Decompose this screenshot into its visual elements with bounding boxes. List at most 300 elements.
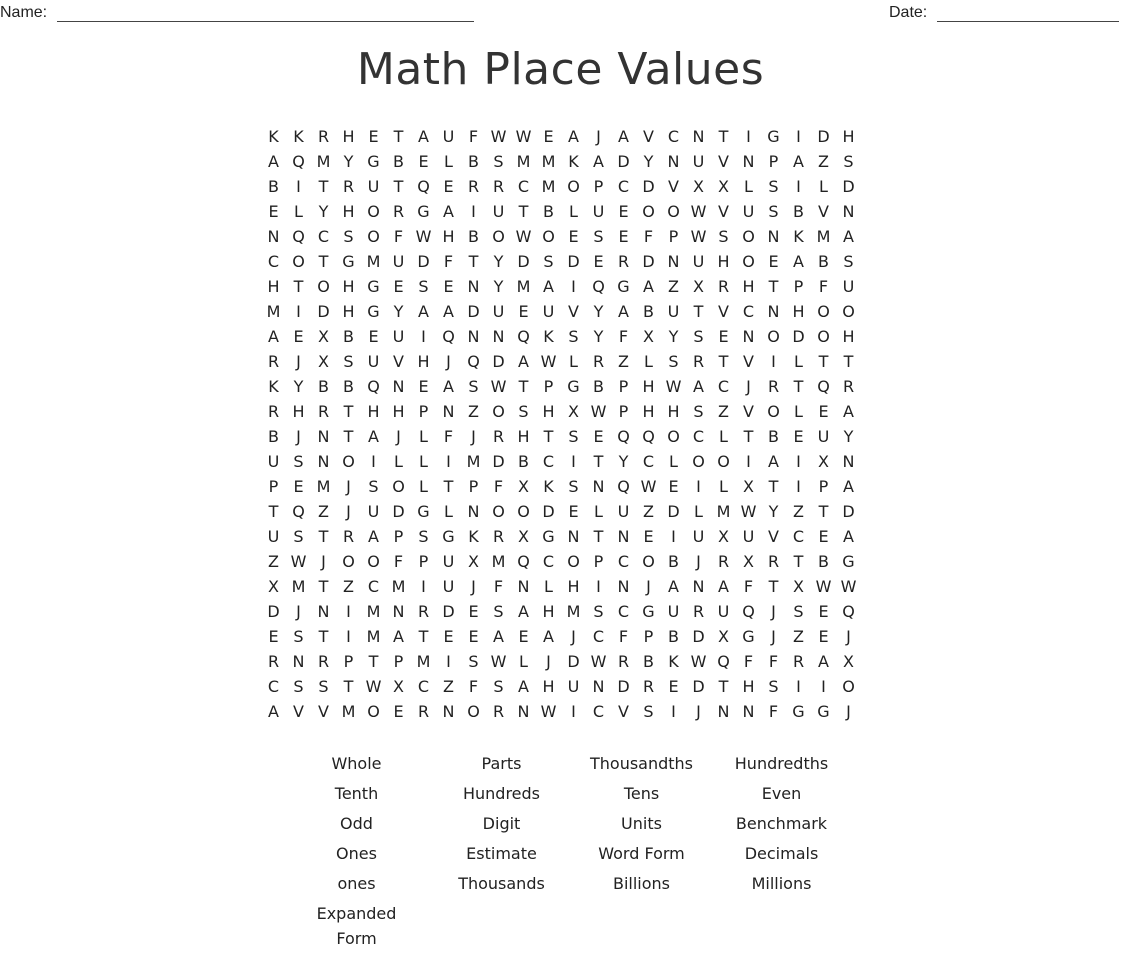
grid-letter: B — [268, 427, 279, 446]
grid-letter: L — [819, 177, 828, 196]
grid-letter: A — [843, 402, 854, 421]
grid-letter: W — [540, 352, 557, 371]
grid-letter: Z — [668, 277, 679, 296]
grid-letter: O — [492, 227, 505, 246]
grid-letter: R — [692, 602, 705, 621]
word-list-item: Tens — [623, 784, 660, 803]
grid-letter: L — [419, 452, 428, 471]
grid-letter: N — [317, 602, 330, 621]
grid-letter: S — [768, 677, 779, 696]
grid-letter: W — [690, 652, 707, 671]
grid-letter: W — [690, 202, 707, 221]
grid-letter: A — [618, 302, 629, 321]
grid-letter: A — [843, 227, 854, 246]
grid-letter: E — [518, 627, 529, 646]
word-list-item: Estimate — [466, 844, 537, 863]
grid-letter: O — [342, 452, 355, 471]
grid-letter: U — [267, 527, 280, 546]
grid-letter: S — [543, 252, 554, 271]
grid-letter: F — [618, 627, 629, 646]
grid-letter: I — [446, 452, 451, 471]
grid-letter: S — [293, 627, 304, 646]
word-list-item: Millions — [751, 874, 812, 893]
word-list-item: ones — [337, 874, 376, 893]
grid-letter: C — [267, 677, 280, 696]
grid-letter: I — [421, 577, 426, 596]
grid-letter: E — [518, 302, 529, 321]
grid-letter: Z — [793, 502, 804, 521]
grid-letter: A — [543, 277, 554, 296]
grid-letter: D — [542, 502, 555, 521]
grid-letter: F — [618, 327, 629, 346]
grid-letter: H — [567, 577, 580, 596]
grid-letter: S — [343, 352, 354, 371]
grid-letter: N — [392, 377, 405, 396]
grid-letter: O — [742, 227, 755, 246]
grid-letter: H — [292, 402, 305, 421]
grid-letter: T — [418, 627, 429, 646]
grid-letter: Y — [768, 502, 779, 521]
grid-letter: E — [593, 427, 604, 446]
grid-letter: W — [515, 127, 532, 146]
grid-letter: A — [443, 202, 454, 221]
grid-letter: R — [492, 177, 505, 196]
grid-letter: C — [742, 302, 755, 321]
grid-letter: Y — [293, 377, 304, 396]
grid-letter: M — [566, 602, 581, 621]
grid-letter: E — [393, 702, 404, 721]
grid-letter: L — [294, 202, 303, 221]
grid-letter: U — [542, 302, 555, 321]
grid-letter: N — [492, 327, 505, 346]
grid-letter: N — [592, 677, 605, 696]
grid-letter: G — [742, 627, 755, 646]
grid-letter: G — [367, 152, 380, 171]
grid-letter: S — [593, 602, 604, 621]
grid-letter: V — [618, 702, 629, 721]
grid-letter: G — [617, 277, 630, 296]
grid-letter: U — [667, 602, 680, 621]
grid-letter: T — [518, 202, 529, 221]
grid-letter: R — [642, 677, 655, 696]
grid-letter: Q — [592, 277, 605, 296]
grid-letter: T — [518, 377, 529, 396]
grid-letter: V — [393, 352, 404, 371]
grid-letter: O — [367, 552, 380, 571]
grid-letter: K — [543, 477, 554, 496]
grid-letter: N — [842, 452, 855, 471]
grid-letter: J — [696, 702, 701, 721]
grid-letter: M — [466, 452, 481, 471]
grid-letter: B — [643, 652, 654, 671]
grid-letter: W — [290, 552, 307, 571]
grid-letter: L — [669, 452, 678, 471]
grid-letter: C — [542, 452, 555, 471]
grid-letter: R — [267, 352, 280, 371]
grid-letter: E — [668, 677, 679, 696]
grid-letter: O — [842, 302, 855, 321]
word-list-item: Thousandths — [589, 754, 694, 773]
grid-letter: S — [418, 277, 429, 296]
grid-letter: B — [468, 152, 479, 171]
grid-letter: Z — [343, 577, 354, 596]
grid-letter: X — [518, 527, 529, 546]
grid-letter: O — [492, 402, 505, 421]
grid-letter: J — [696, 552, 701, 571]
grid-letter: L — [644, 352, 653, 371]
grid-letter: D — [667, 502, 680, 521]
grid-letter: A — [793, 252, 804, 271]
grid-letter: M — [516, 152, 531, 171]
grid-letter: L — [719, 427, 728, 446]
word-list-item: Expanded Form — [316, 904, 397, 948]
grid-letter: T — [593, 452, 604, 471]
grid-letter: C — [642, 452, 655, 471]
grid-letter: F — [643, 227, 654, 246]
grid-letter: T — [768, 477, 779, 496]
grid-letter: V — [318, 702, 329, 721]
grid-letter: G — [842, 552, 855, 571]
grid-letter: L — [569, 352, 578, 371]
grid-letter: J — [296, 427, 301, 446]
grid-letter: N — [567, 527, 580, 546]
grid-letter: H — [717, 252, 730, 271]
grid-letter: S — [568, 327, 579, 346]
grid-letter: U — [492, 202, 505, 221]
grid-letter: X — [718, 627, 729, 646]
grid-letter: S — [768, 177, 779, 196]
grid-letter: H — [342, 202, 355, 221]
grid-row — [261, 624, 861, 649]
word-list-item: Units — [621, 814, 662, 833]
grid-letter: S — [568, 427, 579, 446]
grid-letter: O — [642, 202, 655, 221]
grid-letter: H — [667, 402, 680, 421]
grid-letter: E — [543, 127, 554, 146]
grid-letter: H — [342, 302, 355, 321]
word-list-item: Hundredths — [734, 754, 829, 773]
grid-letter: S — [668, 352, 679, 371]
grid-letter: H — [842, 127, 855, 146]
grid-letter: B — [793, 202, 804, 221]
grid-letter: N — [517, 702, 530, 721]
grid-letter: X — [718, 527, 729, 546]
grid-letter: I — [371, 452, 376, 471]
grid-letter: O — [567, 552, 580, 571]
grid-letter: F — [743, 577, 754, 596]
grid-letter: U — [667, 302, 680, 321]
grid-letter: A — [443, 302, 454, 321]
grid-letter: P — [593, 177, 604, 196]
grid-row — [261, 649, 861, 674]
grid-letter: J — [546, 652, 551, 671]
grid-letter: S — [843, 252, 854, 271]
grid-letter: J — [571, 627, 576, 646]
grid-letter: F — [768, 702, 779, 721]
grid-letter: B — [643, 302, 654, 321]
grid-letter: Y — [618, 452, 629, 471]
grid-letter: Y — [318, 202, 329, 221]
grid-row — [261, 249, 861, 274]
grid-letter: D — [467, 302, 480, 321]
grid-letter: D — [567, 652, 580, 671]
letter-grid — [261, 124, 861, 724]
grid-letter: S — [293, 452, 304, 471]
grid-letter: S — [593, 227, 604, 246]
date-label: Date: — [889, 4, 928, 21]
grid-letter: R — [342, 527, 355, 546]
grid-letter: N — [317, 452, 330, 471]
grid-letter: S — [493, 677, 504, 696]
grid-letter: G — [367, 302, 380, 321]
grid-row — [261, 349, 861, 374]
word-list — [284, 751, 854, 961]
grid-letter: P — [268, 477, 279, 496]
grid-letter: T — [793, 552, 804, 571]
grid-letter: D — [442, 602, 455, 621]
grid-letter: A — [643, 277, 654, 296]
grid-letter: D — [617, 677, 630, 696]
grid-letter: O — [767, 402, 780, 421]
grid-letter: N — [742, 702, 755, 721]
grid-letter: W — [590, 652, 607, 671]
grid-letter: L — [794, 402, 803, 421]
grid-letter: G — [567, 377, 580, 396]
grid-letter: F — [818, 277, 829, 296]
grid-letter: S — [293, 527, 304, 546]
grid-letter: J — [296, 352, 301, 371]
grid-letter: G — [417, 202, 430, 221]
grid-letter: T — [743, 427, 754, 446]
grid-letter: Z — [468, 402, 479, 421]
grid-letter: T — [543, 427, 554, 446]
grid-letter: A — [768, 452, 779, 471]
grid-letter: L — [519, 652, 528, 671]
grid-letter: A — [518, 677, 529, 696]
grid-letter: N — [392, 602, 405, 621]
grid-letter: T — [443, 477, 454, 496]
grid-letter: Z — [793, 627, 804, 646]
grid-letter: I — [821, 677, 826, 696]
grid-letter: I — [571, 702, 576, 721]
grid-letter: E — [468, 627, 479, 646]
grid-letter: U — [442, 127, 455, 146]
grid-letter: A — [368, 527, 379, 546]
grid-letter: H — [542, 602, 555, 621]
grid-letter: E — [718, 327, 729, 346]
grid-letter: S — [418, 527, 429, 546]
grid-letter: U — [442, 552, 455, 571]
grid-letter: Q — [442, 327, 455, 346]
grid-letter: Y — [843, 427, 854, 446]
grid-letter: S — [493, 152, 504, 171]
grid-letter: B — [668, 627, 679, 646]
grid-letter: G — [442, 527, 455, 546]
grid-letter: I — [796, 127, 801, 146]
grid-letter: R — [717, 277, 730, 296]
grid-letter: Z — [718, 402, 729, 421]
grid-letter: F — [393, 227, 404, 246]
grid-letter: A — [693, 377, 704, 396]
grid-letter: T — [393, 177, 404, 196]
grid-letter: N — [592, 477, 605, 496]
grid-letter: B — [543, 202, 554, 221]
grid-letter: Z — [443, 677, 454, 696]
grid-letter: E — [468, 602, 479, 621]
grid-letter: B — [318, 377, 329, 396]
grid-row — [261, 499, 861, 524]
grid-letter: M — [341, 702, 356, 721]
grid-letter: N — [467, 502, 480, 521]
grid-letter: H — [392, 402, 405, 421]
grid-letter: S — [468, 377, 479, 396]
grid-letter: I — [796, 677, 801, 696]
grid-letter: H — [642, 377, 655, 396]
grid-letter: C — [267, 252, 280, 271]
name-underline — [57, 21, 474, 22]
grid-letter: A — [668, 577, 679, 596]
word-list-item: Thousands — [458, 874, 545, 893]
grid-letter: S — [493, 602, 504, 621]
grid-letter: N — [617, 577, 630, 596]
grid-letter: Y — [643, 152, 654, 171]
grid-letter: P — [618, 402, 629, 421]
grid-letter: D — [692, 627, 705, 646]
grid-letter: S — [718, 227, 729, 246]
grid-letter: D — [267, 602, 280, 621]
grid-letter: Q — [817, 377, 830, 396]
grid-letter: E — [618, 202, 629, 221]
grid-letter: H — [417, 352, 430, 371]
grid-letter: P — [468, 477, 479, 496]
grid-letter: O — [567, 177, 580, 196]
grid-letter: Z — [318, 502, 329, 521]
grid-letter: C — [717, 377, 730, 396]
grid-letter: V — [718, 202, 729, 221]
grid-letter: C — [617, 552, 630, 571]
grid-letter: U — [442, 577, 455, 596]
word-list-item: Decimals — [744, 844, 819, 863]
grid-letter: W — [515, 227, 532, 246]
grid-letter: N — [617, 527, 630, 546]
grid-letter: M — [491, 552, 506, 571]
grid-letter: U — [592, 202, 605, 221]
date-underline — [937, 21, 1119, 22]
grid-letter: R — [492, 702, 505, 721]
grid-row — [261, 474, 861, 499]
grid-letter: E — [818, 602, 829, 621]
grid-letter: N — [742, 327, 755, 346]
grid-letter: P — [768, 152, 779, 171]
grid-letter: I — [346, 602, 351, 621]
grid-letter: R — [267, 652, 280, 671]
grid-letter: I — [571, 277, 576, 296]
grid-letter: H — [742, 677, 755, 696]
grid-letter: M — [366, 602, 381, 621]
grid-letter: B — [343, 377, 354, 396]
grid-letter: A — [268, 152, 279, 171]
grid-letter: P — [393, 652, 404, 671]
grid-letter: G — [542, 527, 555, 546]
grid-letter: Q — [517, 327, 530, 346]
grid-letter: F — [468, 127, 479, 146]
word-list-item: Billions — [612, 874, 671, 893]
grid-letter: H — [367, 402, 380, 421]
grid-letter: J — [396, 427, 401, 446]
grid-letter: S — [343, 227, 354, 246]
grid-letter: M — [416, 652, 431, 671]
grid-letter: K — [568, 152, 579, 171]
grid-letter: N — [767, 302, 780, 321]
grid-letter: F — [393, 552, 404, 571]
grid-letter: X — [793, 577, 804, 596]
grid-letter: H — [442, 227, 455, 246]
grid-letter: E — [443, 277, 454, 296]
grid-letter: H — [342, 277, 355, 296]
grid-letter: U — [842, 277, 855, 296]
grid-letter: D — [492, 452, 505, 471]
grid-letter: O — [692, 452, 705, 471]
grid-letter: J — [346, 477, 351, 496]
grid-letter: D — [417, 252, 430, 271]
grid-letter: V — [743, 402, 754, 421]
grid-letter: R — [842, 377, 855, 396]
grid-letter: R — [792, 652, 805, 671]
grid-letter: G — [367, 277, 380, 296]
grid-letter: G — [817, 702, 830, 721]
grid-letter: L — [419, 427, 428, 446]
grid-letter: Q — [367, 377, 380, 396]
grid-letter: J — [346, 502, 351, 521]
grid-letter: P — [593, 552, 604, 571]
grid-letter: I — [471, 202, 476, 221]
grid-letter: V — [743, 352, 754, 371]
grid-letter: W — [540, 702, 557, 721]
grid-letter: I — [296, 302, 301, 321]
grid-letter: R — [492, 427, 505, 446]
grid-letter: T — [818, 502, 829, 521]
grid-letter: A — [518, 602, 529, 621]
grid-row — [261, 299, 861, 324]
grid-letter: K — [293, 127, 304, 146]
grid-letter: O — [667, 427, 680, 446]
grid-letter: K — [468, 527, 479, 546]
grid-letter: A — [418, 127, 429, 146]
grid-letter: W — [415, 227, 432, 246]
grid-letter: G — [642, 602, 655, 621]
grid-letter: H — [342, 127, 355, 146]
grid-letter: T — [468, 252, 479, 271]
grid-letter: X — [393, 677, 404, 696]
grid-letter: D — [842, 502, 855, 521]
grid-letter: E — [293, 477, 304, 496]
word-list-item: Ones — [336, 844, 377, 863]
grid-letter: N — [692, 577, 705, 596]
grid-letter: P — [543, 377, 554, 396]
grid-letter: I — [746, 127, 751, 146]
grid-letter: M — [516, 277, 531, 296]
grid-letter: D — [642, 177, 655, 196]
grid-letter: G — [417, 502, 430, 521]
grid-letter: O — [392, 477, 405, 496]
grid-letter: B — [343, 327, 354, 346]
grid-letter: N — [842, 202, 855, 221]
grid-letter: V — [818, 202, 829, 221]
grid-letter: O — [642, 552, 655, 571]
grid-letter: I — [346, 627, 351, 646]
grid-letter: O — [842, 677, 855, 696]
grid-letter: E — [443, 627, 454, 646]
